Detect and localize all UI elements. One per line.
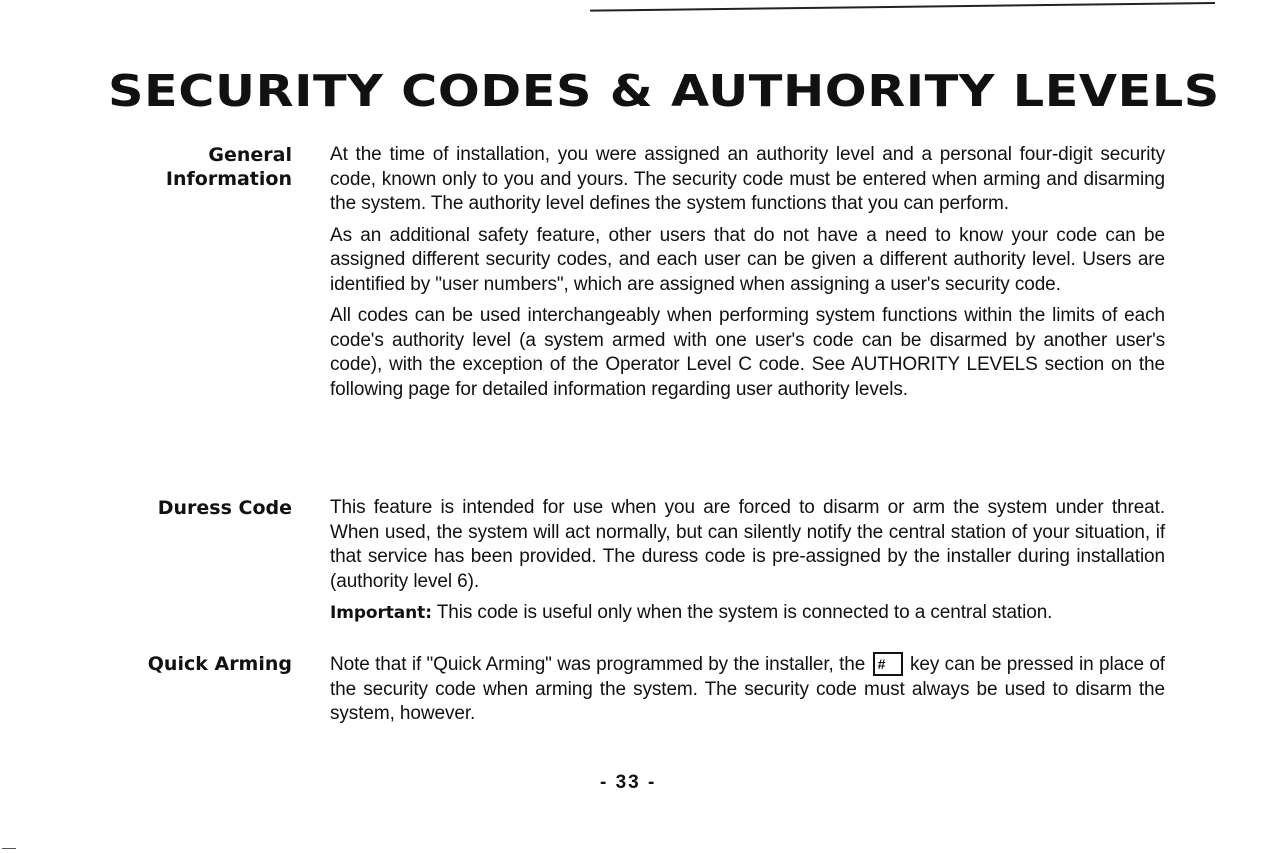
page-title: SECURITY CODES & AUTHORITY LEVELS <box>108 66 1220 117</box>
section-body-duress-code <box>330 496 1165 633</box>
top-rule <box>590 2 1215 12</box>
paragraph-duress-important <box>330 601 1165 626</box>
section-label-general-information: General Information <box>165 144 292 190</box>
corner-mark <box>2 848 16 849</box>
paragraph-quick-arming <box>330 652 1165 727</box>
quick-arming-text-before: Note that if "Quick Arming" was programmed by the installer, the <box>330 654 871 675</box>
section-body-quick-arming <box>330 652 1165 734</box>
pound-key-icon: # <box>873 652 903 676</box>
section-label-duress-code: Duress Code <box>157 497 292 519</box>
important-lead: Important: <box>330 603 432 623</box>
page-number: - 33 - <box>600 772 657 793</box>
section-body-general-information <box>330 143 1165 409</box>
paragraph-general-1: At the time of installation, you were assigned an authority level and a personal four-digit security code, known only to you and yours. The security code must be entered when arming and disarming the system. The authority level defines the system functions that you can perform. <box>330 144 1165 214</box>
important-text: This code is useful only when the system is connected to a central station. <box>431 602 1053 623</box>
paragraph-general-2: As an additional safety feature, other users that do not have a need to know your code can be assigned different security codes, and each user can be given a different authority level. Users are identified by "user numbers", which are assigned when assigning a user's security code. <box>330 224 1165 295</box>
paragraph-duress-1: This feature is intended for use when you are forced to disarm or arm the system under threat. When used, the system will act normally, but can silently notify the central station of your situation, if that service has been provided. The duress code is pre-assigned by the installer during installation (authority level 6). <box>330 497 1165 592</box>
section-label-quick-arming: Quick Arming <box>147 653 292 675</box>
quick-arming-text-after: key can be pressed in place of the security code when arming the system. The security code must always be used to disarm the system, however. <box>330 654 1165 724</box>
paragraph-general-3: All codes can be used interchangeably when performing system functions within the limits of each code's authority level (a system armed with one user's code can be disarmed by another user's code), with the exception of the Operator Level C code. See AUTHORITY LEVELS section on the following page for detailed information regarding user authority levels. <box>330 305 1165 400</box>
